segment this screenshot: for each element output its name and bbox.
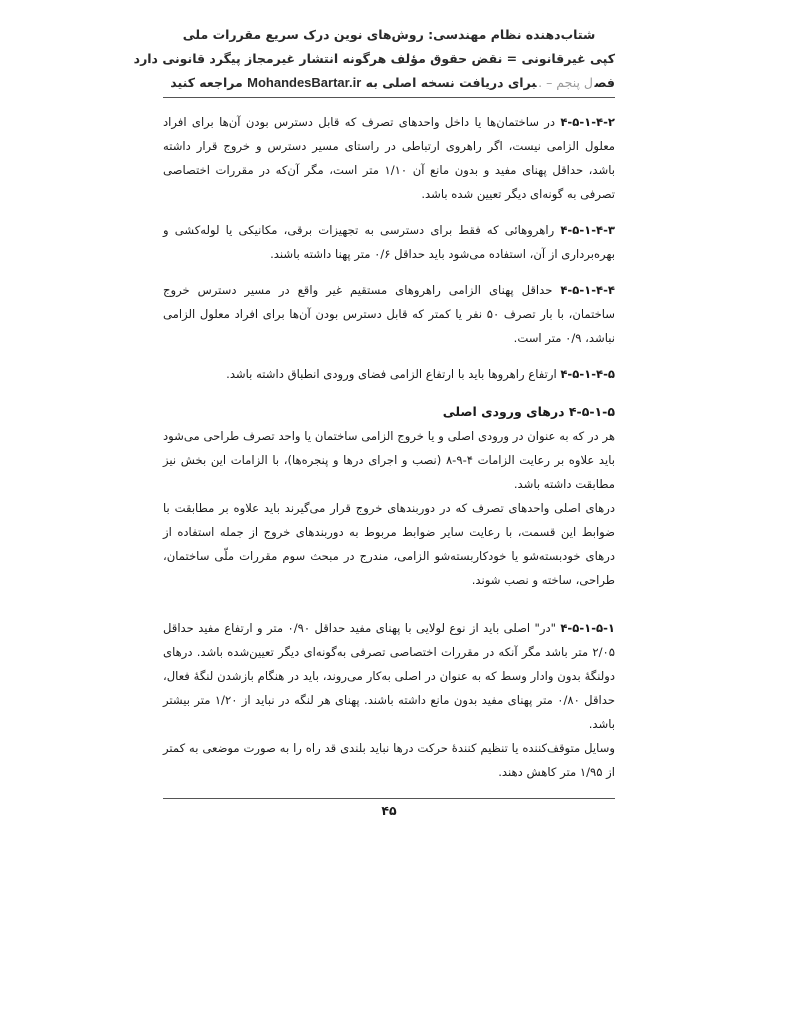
subsection-extra: وسایل متوقف‌کننده یا تنظیم کنندهٔ حرکت درها نباید بلندی قد راه را به صورت موضعی به کمتر از ۱/۹۵ متر کاهش دهند. <box>163 741 615 779</box>
clause-text: راهروهائی که فقط برای دسترسی به تجهیزات برقی، مکانیکی یا لوله‌کشی و بهره‌برداری از آن، استفاده می‌شود باید حداقل ۰/۶ متر پهنا داشته باشند. <box>163 223 615 261</box>
clause-text: در ساختمان‌ها یا داخل واحدهای تصرف که قابل دسترس بودن آن‌ها برای افراد معلول الزامی نیست، اگر راهروی ارتباطی در راستای مسیر دسترس و خروج قرار داشته باشد، حداقل پهنای مفید و بدون مانع آن ۱/۱۰ متر است، مگر آن‌که در مقررات اختصاصی تصرفی به گونه‌ای دیگر تعیین شده باشد. <box>163 115 615 201</box>
watermark-copyright: کپی غیرقانونی = نقض حقوق مؤلف هرگونه انتشار غیرمجاز پیگرد قانونی دارد <box>133 51 615 66</box>
clause-paragraph <box>163 218 615 266</box>
watermark-source-prefix: برای دریافت نسخه اصلی به <box>365 75 537 90</box>
watermark-site: MohandesBartar.ir <box>247 75 362 90</box>
section-number: ۴-۵-۱-۵ <box>568 404 615 419</box>
section-paragraph: هر در که به عنوان در ورودی اصلی و یا خروج الزامی ساختمان یا واحد تصرف طراحی می‌شود باید علاوه بر رعایت الزامات ۴-۹-۸ (نصب و اجرای درها و پنجره‌ها)، با الزامات این بخش نیز مطابقت داشته باشد. <box>163 429 615 491</box>
header-rule <box>163 97 615 98</box>
document-body <box>163 110 615 784</box>
clause-number: ۴-۵-۱-۴-۵ <box>560 367 615 381</box>
clause-number: ۴-۵-۱-۴-۲ <box>560 115 615 129</box>
clause-text: ارتفاع راهروها باید با ارتفاع الزامی فضای ورودی انطباق داشته باشد. <box>226 367 561 381</box>
clause-paragraph <box>163 110 615 206</box>
clause-number: ۴-۵-۱-۴-۴ <box>560 283 615 297</box>
subsection-number: ۴-۵-۱-۵-۱ <box>560 621 615 635</box>
document-page <box>133 0 615 1024</box>
running-header <box>163 75 615 90</box>
chapter-label-first: فص <box>594 75 615 90</box>
clause-number: ۴-۵-۱-۴-۳ <box>560 223 615 237</box>
clause-paragraph <box>163 362 615 386</box>
chapter-label: ل پنجم – ... <box>530 75 593 90</box>
section-title: درهای ورودی اصلی <box>442 404 569 419</box>
watermark-title: شتاب‌دهنده نظام مهندسی: روش‌های نوین درک سریع مقررات ملی <box>182 27 596 42</box>
section-paragraph: درهای اصلی واحدهای تصرف که در دوربندهای خروج قرار می‌گیرند باید علاوه بر مطابقت با ضوابط این قسمت، با رعایت سایر ضوابط مربوط به دوربندهای خروج از جمله استفاده از درهای خودبسته‌شو یا خودکاربسته‌شو الزامی، مندرج در مبحث سوم مقررات ملّی ساختمان، طراحی، ساخته و نصب شوند. <box>163 501 615 587</box>
footer-rule <box>163 798 615 799</box>
subsection-text: "در" اصلی باید از نوع لولایی با پهنای مفید حداقل ۰/۹۰ متر و ارتفاع مفید حداقل ۲/۰۵ متر باشد مگر آنکه در مقررات اختصاصی تصرفی به‌گونه‌ای دیگر تعیین‌شده باشد. درهای دولنگهٔ بدون وادار وسط که به عنوان در اصلی به‌کار می‌روند، باید در هنگام بازشدن لنگهٔ فعال، حداقل ۰/۸۰ متر پهنای مفید بدون مانع داشته باشند. پهنای هر لنگه در نباید از ۱/۲۰ متر بیشتر باشد. <box>163 621 615 731</box>
clause-text: حداقل پهنای الزامی راهروهای مستقیم غیر واقع در مسیر دسترس خروج ساختمان، با بار تصرف ۵۰ نفر یا کمتر که قابل دسترس بودن آن‌ها برای افراد معلول الزامی نباشد، ۰/۹ متر است. <box>163 283 615 345</box>
subsection-paragraph <box>163 616 615 736</box>
watermark-source <box>170 75 594 90</box>
watermark-source-suffix: مراجعه کنید <box>170 75 243 90</box>
clause-paragraph <box>163 278 615 350</box>
page-number: ۴۵ <box>381 803 397 818</box>
section-heading <box>163 400 615 424</box>
